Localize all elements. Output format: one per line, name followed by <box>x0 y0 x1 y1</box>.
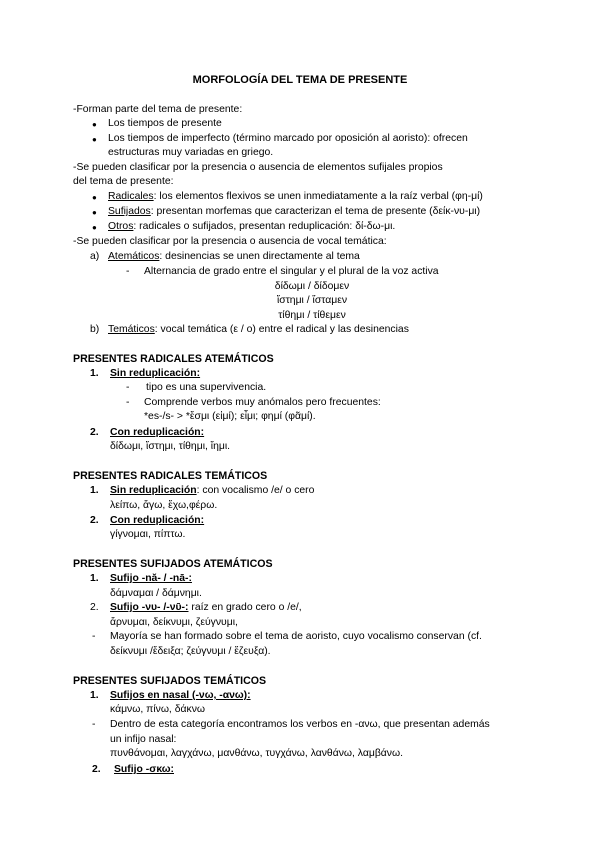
example-line: δάμναμαι / δάμνημι. <box>110 588 202 599</box>
list-item: Los tiempos de imperfecto (término marcado por oposición al aoristo): ofrecen <box>108 133 468 144</box>
subsection-label: Sufijo -σκω: <box>114 764 174 775</box>
list-item <box>108 220 395 234</box>
term-label: Sufijados <box>108 206 151 217</box>
list-number: 2. <box>92 764 101 775</box>
intro-line: -Se pueden clasificar por la presencia o ausencia de elementos sufijales propios <box>73 162 443 173</box>
term-text: : vocal temática (ε / o) entre el radical y las desinencias <box>154 324 409 335</box>
list-number: 2. <box>90 602 99 613</box>
list-marker: b) <box>90 324 100 335</box>
list-item <box>110 601 302 615</box>
list-item: Dentro de esta categoría encontramos los verbos en -ανω, que presentan además <box>110 719 490 730</box>
term-label: Temáticos <box>108 324 155 335</box>
example-line: δίδωμι / δίδομεν <box>274 281 350 292</box>
list-item-continuation: δείκνυμι /ἔδειξα; ζεύγνυμι / ἔζευξα). <box>110 646 271 657</box>
subsection-label: Con reduplicación: <box>110 515 205 526</box>
list-item <box>108 190 483 204</box>
term-label: Otros <box>108 221 134 232</box>
example-line: ἄρνυμαι, δείκνυμι, ζεύγνυμι, <box>110 617 238 628</box>
dash-marker: - <box>92 631 96 642</box>
intro-line: -Forman parte del tema de presente: <box>73 104 243 115</box>
page-title: MORFOLOGÍA DEL TEMA DE PRESENTE <box>192 74 408 86</box>
term-text: : radicales o sufijados, presentan reduplicación: δί-δω-μι. <box>133 221 396 232</box>
list-number: 2. <box>90 515 99 526</box>
example-line: ἵστημι / ἵσταμεν <box>276 295 348 306</box>
list-item <box>108 250 360 264</box>
list-number: 1. <box>90 485 99 496</box>
example-line: λείπω, ἄγω, ἔχω,φέρω. <box>110 500 218 511</box>
list-item-continuation: *es-/s- > *ἔσμι (εἰμί); εἶμι; φημί (φᾶμί). <box>144 411 316 422</box>
list-item: Alternancia de grado entre el singular y el plural de la voz activa <box>144 266 439 277</box>
list-number: 1. <box>90 368 99 379</box>
example-line: δίδωμι, ἵστημι, τίθημι, ἵημι. <box>110 441 231 452</box>
bullet-icon: ● <box>92 193 97 202</box>
dash-marker: - <box>126 382 130 393</box>
term-text: : desinencias se unen directamente al tema <box>159 251 360 262</box>
intro-line: -Se pueden clasificar por la presencia o ausencia de vocal temática: <box>73 236 387 247</box>
list-item-continuation: un infijo nasal: <box>110 734 177 745</box>
example-line: πυνθάνομαι, λαγχάνω, μανθάνω, τυγχάνω, λανθάνω, λαμβάνω. <box>110 748 404 759</box>
example-line: γίγνομαι, πίπτω. <box>110 529 186 540</box>
term-text: : los elementos flexivos se unen inmediatamente a la raíz verbal (φη-μί) <box>153 191 483 202</box>
subsection-label: Sufijos en nasal (-νω, -ανω): <box>110 690 251 701</box>
section-heading: PRESENTES RADICALES TEMÁTICOS <box>73 470 268 482</box>
dash-marker: - <box>126 397 130 408</box>
list-number: 1. <box>90 690 99 701</box>
subsection-label: Sin reduplicación <box>110 485 197 496</box>
example-line: τίθημι / τίθεμεν <box>278 310 346 321</box>
term-label: Atemáticos <box>108 251 160 262</box>
list-item: Comprende verbos muy anómalos pero frecuentes: <box>144 397 381 408</box>
list-item <box>110 484 314 498</box>
subsection-label: Sufijo -nă- / -nā-: <box>110 573 192 584</box>
bullet-icon: ● <box>92 223 97 232</box>
list-item: Mayoría se han formado sobre el tema de aoristo, cuyo vocalismo conservan (cf. <box>110 631 482 642</box>
subsection-label: Sin reduplicación: <box>110 368 201 379</box>
term-text: raíz en grado cero o /e/, <box>188 602 302 613</box>
example-line: κάμνω, πίνω, δάκνω <box>110 704 205 715</box>
list-item-continuation: estructuras muy variadas en griego. <box>108 147 274 158</box>
intro-line: del tema de presente: <box>73 176 174 187</box>
bullet-icon: ● <box>92 120 97 129</box>
term-text: : con vocalismo /e/ o cero <box>196 485 315 496</box>
list-number: 1. <box>90 573 99 584</box>
list-item <box>108 323 409 337</box>
bullet-icon: ● <box>92 135 97 144</box>
dash-marker: - <box>92 719 96 730</box>
bullet-icon: ● <box>92 208 97 217</box>
subsection-label: Sufijo -νυ- /-νῡ-: <box>110 602 189 613</box>
section-heading: PRESENTES RADICALES ATEMÁTICOS <box>73 353 274 365</box>
list-item: tipo es una supervivencia. <box>146 382 267 393</box>
section-heading: PRESENTES SUFIJADOS TEMÁTICOS <box>73 675 267 687</box>
subsection-label: Con reduplicación: <box>110 427 205 438</box>
list-item <box>108 205 480 219</box>
dash-marker: - <box>126 266 130 277</box>
section-heading: PRESENTES SUFIJADOS ATEMÁTICOS <box>73 558 273 570</box>
term-label: Radicales <box>108 191 154 202</box>
list-item: Los tiempos de presente <box>108 118 222 129</box>
list-number: 2. <box>90 427 99 438</box>
list-marker: a) <box>90 251 100 262</box>
term-text: : presentan morfemas que caracterizan el tema de presente (δείκ-νυ-μι) <box>150 206 481 217</box>
